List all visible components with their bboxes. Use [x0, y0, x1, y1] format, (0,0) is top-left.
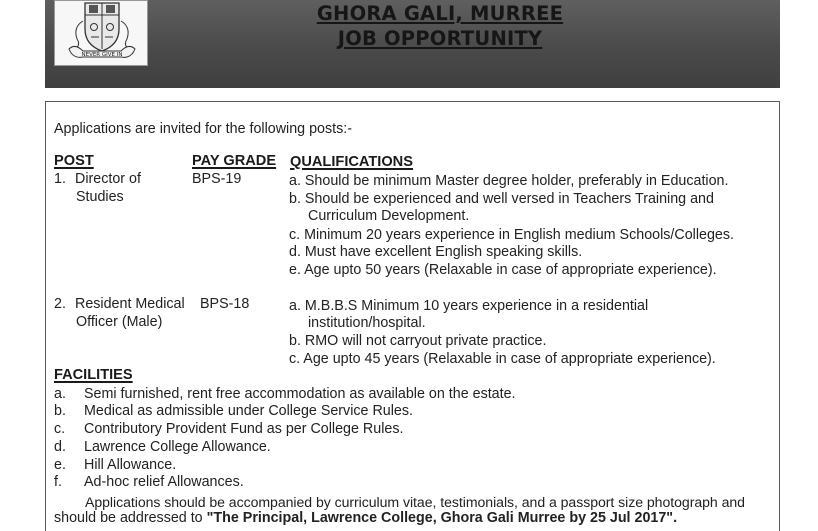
facility-text: Medical as admissible under College Service Rules.: [84, 403, 413, 419]
post-pay-grade: BPS-18: [200, 296, 250, 312]
column-post-header: POST: [54, 153, 94, 169]
job-opportunity-title: JOB OPPORTUNITY: [337, 27, 543, 50]
facility-letter: f.: [54, 474, 62, 490]
closing-instructions: Applications should be accompanied by curriculum vitae, testimonials, and a passport size photograph and: [85, 494, 745, 510]
facility-text: Hill Allowance.: [84, 457, 177, 473]
closing-address-emphasis: "The Principal, Lawrence College, Ghora Gali Murree by 25 Jul 2017".: [206, 510, 678, 526]
qualification-line: institution/hospital.: [308, 315, 426, 331]
post-title-line: Officer (Male): [76, 314, 163, 330]
intro-text: Applications are invited for the following posts:-: [54, 121, 353, 137]
qualification-line: b. Should be experienced and well versed in Teachers Training and: [289, 191, 714, 207]
facility-letter: d.: [54, 439, 66, 455]
crest-icon: [55, 1, 149, 67]
crest-motto: NEVER GIVE IN: [81, 52, 123, 58]
qualification-line: Curriculum Development.: [308, 208, 470, 224]
qualification-line: c. Minimum 20 years experience in English medium Schools/Colleges.: [289, 227, 734, 243]
facility-text: Lawrence College Allowance.: [84, 439, 271, 455]
post-title-line: Director of: [75, 171, 141, 187]
post-title-line: Resident Medical: [75, 296, 185, 312]
facilities-heading: FACILITIES: [54, 367, 133, 383]
facility-letter: e.: [54, 457, 66, 473]
column-qualifications-header: QUALIFICATIONS: [290, 154, 413, 170]
facility-text: Semi furnished, rent free accommodation as available on the estate.: [84, 386, 516, 402]
qualification-line: b. RMO will not carryout private practice.: [289, 333, 547, 349]
qualification-line: e. Age upto 50 years (Relaxable in case of appropriate experience).: [289, 262, 717, 278]
qualification-line: d. Must have excellent English speaking skills.: [289, 244, 583, 260]
facility-letter: b.: [54, 403, 66, 419]
closing-address-line: [54, 509, 677, 527]
post-number: 2.: [54, 296, 66, 312]
facility-text: Contributory Provident Fund as per College Rules.: [84, 421, 404, 437]
facility-letter: c.: [54, 421, 66, 437]
qualification-line: c. Age upto 45 years (Relaxable in case of appropriate experience).: [289, 351, 716, 367]
qualification-line: a. Should be minimum Master degree holder, preferably in Education.: [289, 173, 729, 189]
college-crest-logo: [54, 0, 148, 66]
facility-text: Ad-hoc relief Allowances.: [84, 474, 244, 490]
college-location-title: GHORA GALI, MURREE: [316, 2, 564, 25]
column-pay-grade-header: PAY GRADE: [192, 153, 277, 169]
facility-letter: a.: [54, 386, 66, 402]
post-pay-grade: BPS-19: [192, 171, 242, 187]
closing-address-prefix: should be addressed to: [54, 510, 207, 526]
post-number: 1.: [54, 171, 66, 187]
qualification-line: a. M.B.B.S Minimum 10 years experience in a residential: [289, 298, 649, 314]
post-title-line: Studies: [76, 189, 124, 205]
